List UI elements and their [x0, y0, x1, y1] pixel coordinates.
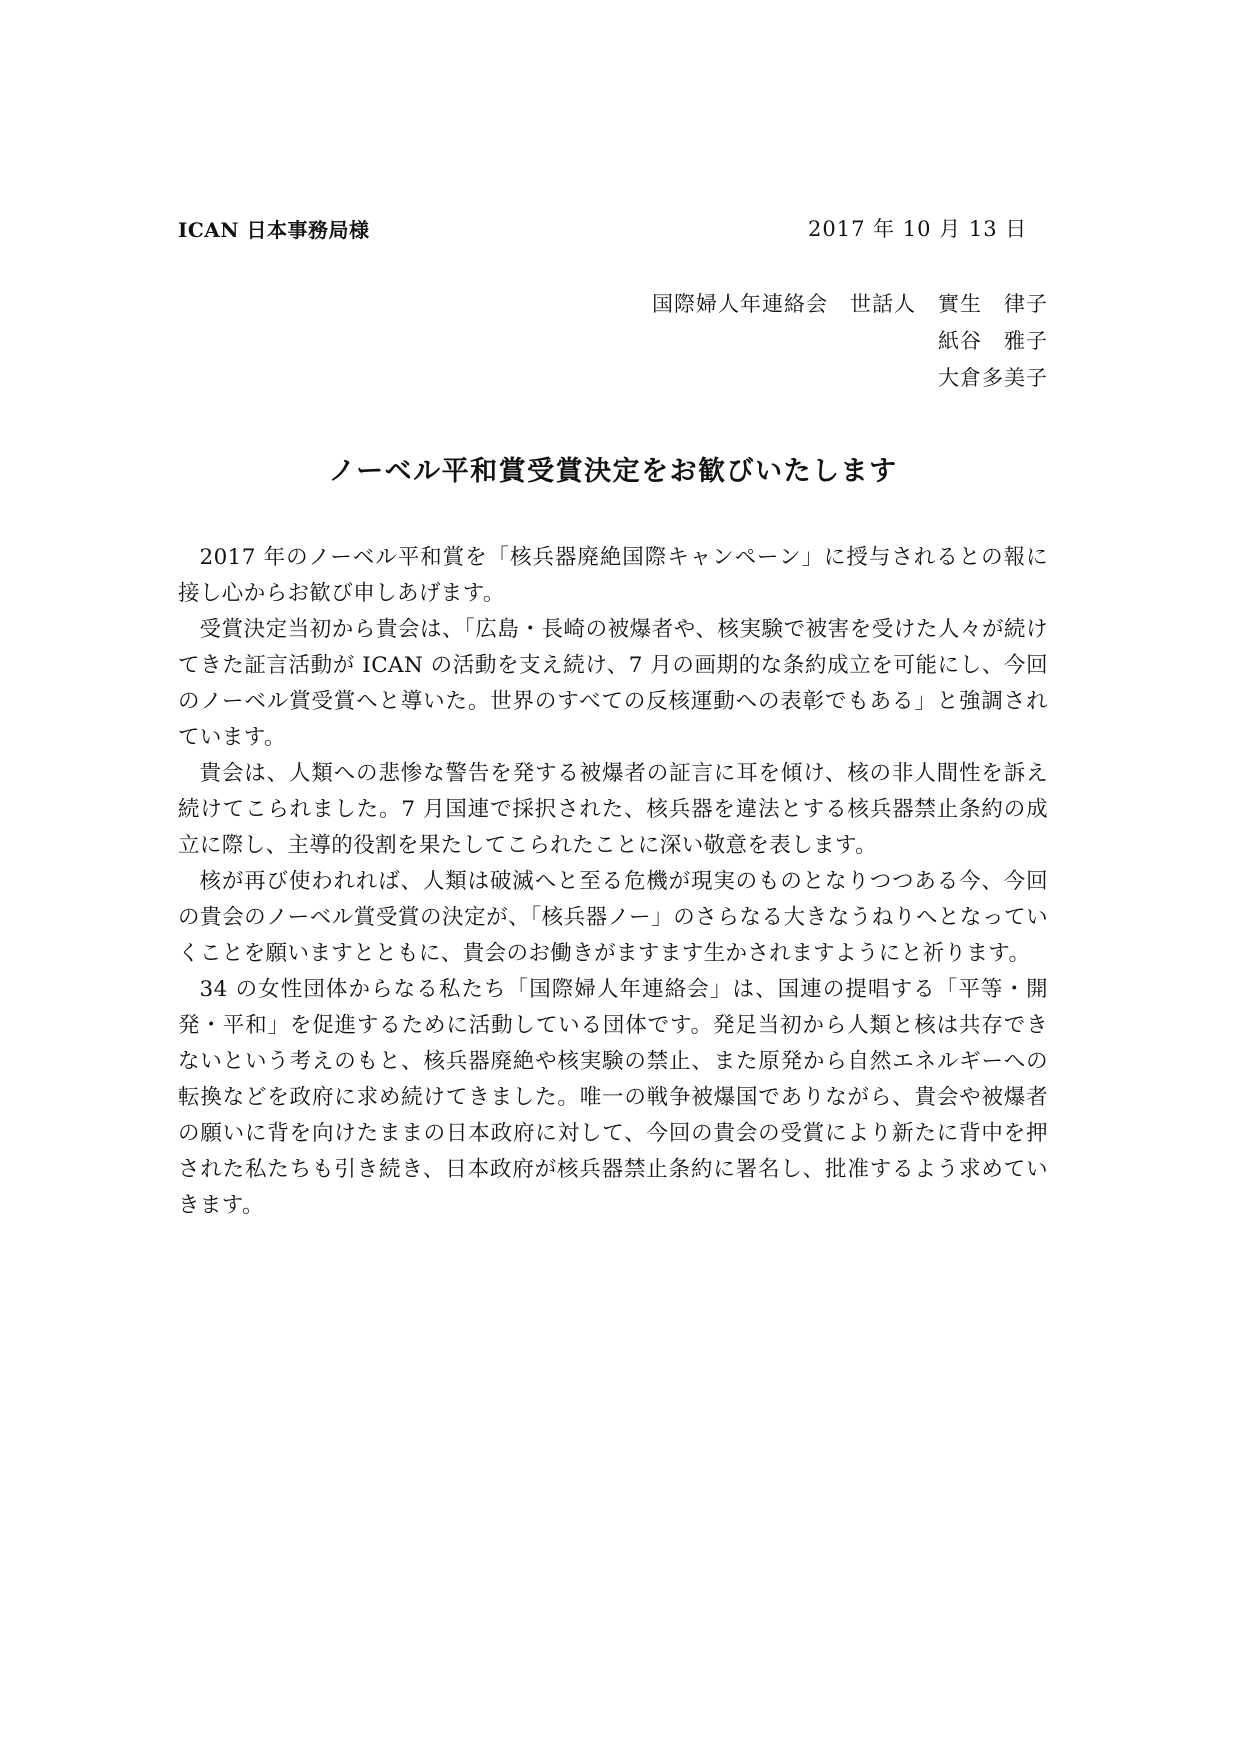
sender-role: 世話人: [850, 292, 916, 316]
sender-line: [600, 362, 1048, 399]
letter-body: [178, 540, 1048, 1224]
body-paragraph: 34 の女性団体からなる私たち「国際婦人年連絡会」は、国連の提唱する「平等・開発・平和」を促進するために活動している団体です。発足当初から人類と核は共存できないという考えのもと、核兵器廃絶や核実験の禁止、また原発から自然エネルギーへの転換などを政府に求め続けてきました。唯一の戦争被爆国でありながら、貴会や被爆者の願いに背を向けたままの日本政府に対して、今回の貴会の受賞により新たに背中を押された私たちも引き続き、日本政府が核兵器禁止条約に署名し、批准するよう求めていきます。: [178, 977, 1048, 1218]
letter-date: 2017 年 10 月 13 日: [808, 217, 1028, 241]
body-paragraph: 2017 年のノーベル平和賞を「核兵器廃絶国際キャンペーン」に授与されるとの報に接し心からお歓び申しあげます。: [178, 545, 1048, 606]
body-paragraph: 貴会は、人類への悲惨な警告を発する被爆者の証言に耳を傾け、核の非人間性を訴え続けてこられました。7 月国連で採択された、核兵器を違法とする核兵器禁止条約の成立に際し、主導的役割を果たしてこられたことに深い敬意を表します。: [178, 761, 1049, 858]
body-paragraph: 核が再び使われれば、人類は破滅へと至る危機が現実のものとなりつつある今、今回の貴会のノーベル賞受賞の決定が、「核兵器ノー」のさらなる大きなうねりへとなっていくことを願いますとともに、貴会のお働きがますます生かされますようにと祈ります。: [178, 869, 1048, 966]
body-paragraph: 受賞決定当初から貴会は、「広島・長崎の被爆者や、核実験で被害を受けた人々が続けてきた証言活動が ICAN の活動を支え続け、7 月の画期的な条約成立を可能にし、今回のノーベル賞受賞へと導いた。世界のすべての反核運動への表彰でもある」と強調されています。: [178, 617, 1048, 750]
recipient: ICAN 日本事務局様: [178, 218, 370, 242]
sender-organization: 国際婦人年連絡会: [652, 292, 828, 316]
letter-title: ノーベル平和賞受賞決定をお歓びいたします: [328, 456, 898, 487]
sender-line: [600, 325, 1048, 362]
sender-line: [600, 288, 1048, 325]
sender-name: 紙谷 雅子: [938, 329, 1048, 353]
sender-block: [600, 288, 1048, 399]
sender-name: 實生 律子: [938, 292, 1048, 316]
sender-name: 大倉多美子: [938, 366, 1048, 390]
